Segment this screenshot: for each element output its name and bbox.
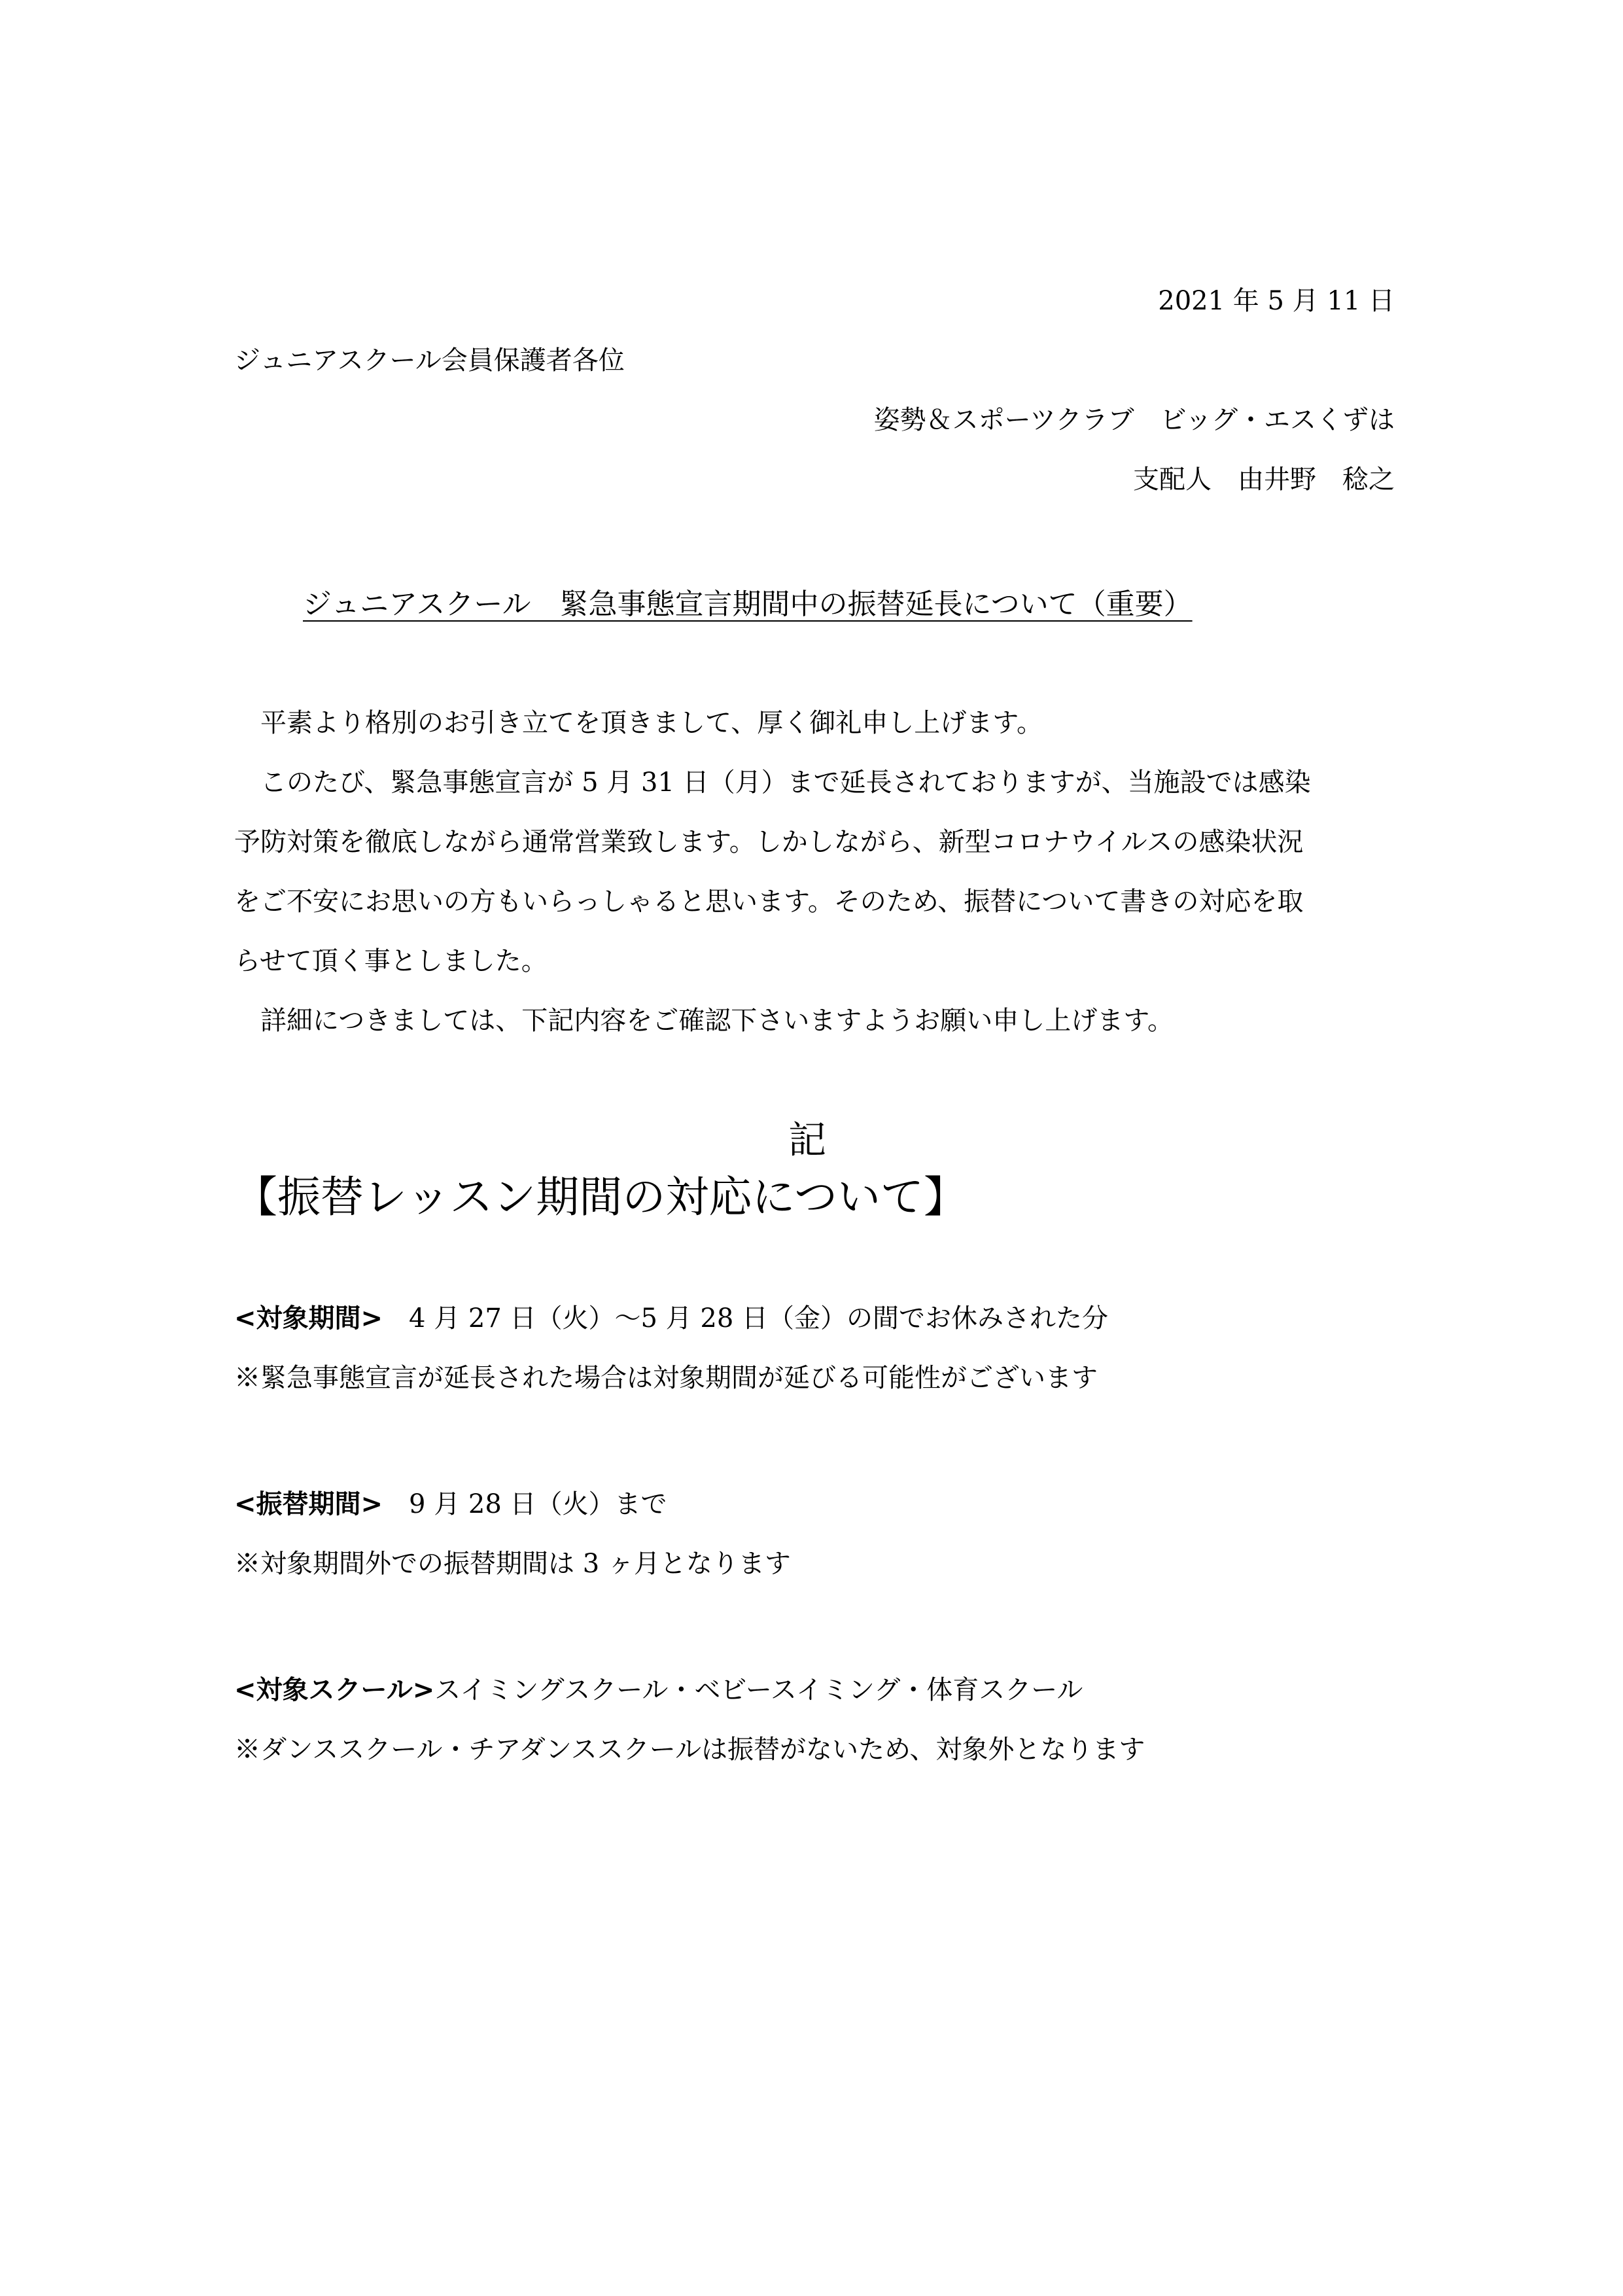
target-period-label: <対象期間> bbox=[234, 1303, 383, 1333]
document-title: ジュニアスクール 緊急事態宣言期間中の振替延長について（重要） bbox=[303, 588, 1193, 621]
target-schools-note: ※ダンススクール・チアダンススクールは振替がないため、対象外となります bbox=[234, 1735, 1145, 1765]
body-paragraph-2-line-4: らせて頂く事としました。 bbox=[234, 946, 548, 976]
target-schools-value: スイミングスクール・ベビースイミング・体育スクール bbox=[434, 1675, 1083, 1705]
target-schools-line bbox=[234, 1677, 1083, 1703]
body-paragraph-1: 平素より格別のお引き立てを頂きまして、厚く御礼申し上げます。 bbox=[260, 708, 1043, 738]
sender-organization: 姿勢＆スポーツクラブ ビッグ・エスくずは bbox=[873, 405, 1395, 435]
body-paragraph-3: 詳細につきましては、下記内容をご確認下さいますようお願い申し上げます。 bbox=[260, 1006, 1174, 1036]
recipient-line: ジュニアスクール会員保護者各位 bbox=[234, 345, 625, 376]
body-paragraph-2-line-2: 予防対策を徹底しながら通常営業致します。しかしながら、新型コロナウイルスの感染状況 bbox=[234, 827, 1304, 857]
target-period-note: ※緊急事態宣言が延長された場合は対象期間が延びる可能性がございます bbox=[234, 1363, 1098, 1393]
transfer-period-label: <振替期間> bbox=[234, 1489, 383, 1519]
sender-person: 支配人 由井野 稔之 bbox=[1133, 465, 1395, 495]
target-period-value: 4 月 27 日（火）〜5 月 28 日（金）の間でお休みされた分 bbox=[383, 1303, 1109, 1333]
target-period-line bbox=[234, 1305, 1108, 1332]
target-schools-label: <対象スクール> bbox=[234, 1675, 435, 1705]
ki-marker: 記 bbox=[788, 1118, 827, 1162]
transfer-period-value: 9 月 28 日（火）まで bbox=[383, 1489, 667, 1519]
body-paragraph-2-line-1: このたび、緊急事態宣言が 5 月 31 日（月）まで延長されておりますが、当施設では感染 bbox=[260, 768, 1311, 798]
section-heading: 【振替レッスン期間の対応について】 bbox=[234, 1172, 968, 1222]
document-date: 2021 年 5 月 11 日 bbox=[1158, 286, 1395, 316]
body-paragraph-2-line-3: をご不安にお思いの方もいらっしゃると思います。そのため、振替について書きの対応を取 bbox=[234, 887, 1304, 917]
transfer-period-note: ※対象期間外での振替期間は 3 ヶ月となります bbox=[234, 1549, 791, 1579]
transfer-period-line bbox=[234, 1491, 667, 1517]
